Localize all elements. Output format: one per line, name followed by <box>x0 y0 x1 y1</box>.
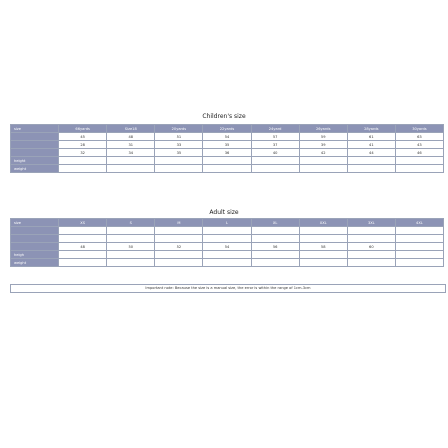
header-size-cell: 22yards <box>203 125 251 133</box>
table-cell: 34 <box>107 149 155 157</box>
table-cell: 42 <box>299 149 347 157</box>
table-cell <box>155 251 203 259</box>
table-cell: 50 <box>107 243 155 251</box>
row-label <box>11 149 59 157</box>
header-size-cell: 30yards <box>395 125 443 133</box>
table-cell: 54 <box>203 243 251 251</box>
table-cell <box>299 259 347 267</box>
header-size-cell: 66yards <box>59 125 107 133</box>
table-cell <box>395 227 443 235</box>
table-cell: 59 <box>299 133 347 141</box>
table-cell: 37 <box>251 141 299 149</box>
row-label: weight <box>11 259 59 267</box>
table-cell <box>59 259 107 267</box>
table-cell: 39 <box>299 141 347 149</box>
header-size-cell: 28yards <box>347 125 395 133</box>
table-cell <box>395 235 443 243</box>
table-cell <box>347 251 395 259</box>
table-cell <box>299 235 347 243</box>
children-size-title: Children's size <box>202 113 246 120</box>
table-cell <box>107 235 155 243</box>
adult-size-table <box>10 218 444 267</box>
table-cell <box>59 165 107 173</box>
table-cell <box>251 235 299 243</box>
table-cell: 56 <box>251 243 299 251</box>
header-size-cell: 4XL <box>395 219 443 227</box>
table-row <box>11 251 444 259</box>
table-cell <box>59 227 107 235</box>
table-cell: 45 <box>59 133 107 141</box>
table-row <box>11 141 444 149</box>
table-cell: 31 <box>107 141 155 149</box>
header-size-cell: XXL <box>299 219 347 227</box>
row-label: weight <box>11 165 59 173</box>
table-cell <box>203 157 251 165</box>
table-cell <box>347 235 395 243</box>
table-cell: 36 <box>203 149 251 157</box>
table-cell: 41 <box>347 141 395 149</box>
header-size-cell: 3XL <box>347 219 395 227</box>
table-cell <box>395 157 443 165</box>
table-header-row <box>11 219 444 227</box>
header-size-cell: 24yard <box>251 125 299 133</box>
table-cell <box>203 259 251 267</box>
table-cell <box>203 235 251 243</box>
table-cell <box>155 157 203 165</box>
table-cell <box>107 165 155 173</box>
table-cell <box>155 235 203 243</box>
table-cell <box>299 227 347 235</box>
table-cell: 58 <box>299 243 347 251</box>
table-cell <box>251 227 299 235</box>
row-label <box>11 235 59 243</box>
table-cell: 46 <box>395 149 443 157</box>
table-cell <box>203 165 251 173</box>
table-cell: 48 <box>59 243 107 251</box>
header-size-cell: XS <box>59 219 107 227</box>
table-cell <box>155 259 203 267</box>
table-cell <box>59 157 107 165</box>
table-cell <box>203 251 251 259</box>
table-cell: 44 <box>347 149 395 157</box>
table-cell <box>299 251 347 259</box>
header-size-cell: 20yards <box>155 125 203 133</box>
table-cell <box>155 165 203 173</box>
children-size-table <box>10 124 444 173</box>
row-label <box>11 141 59 149</box>
table-cell <box>59 235 107 243</box>
table-cell <box>299 157 347 165</box>
adult-size-title: Adult size <box>209 209 239 216</box>
table-row <box>11 157 444 165</box>
table-row <box>11 165 444 173</box>
table-header-row <box>11 125 444 133</box>
table-cell <box>251 259 299 267</box>
table-cell <box>203 227 251 235</box>
table-cell <box>59 251 107 259</box>
row-label: heigh <box>11 251 59 259</box>
row-label: height <box>11 157 59 165</box>
table-row <box>11 259 444 267</box>
header-size-cell: S <box>107 219 155 227</box>
table-cell: 51 <box>155 133 203 141</box>
table-cell <box>347 157 395 165</box>
header-size-cell: M <box>155 219 203 227</box>
table-cell <box>107 157 155 165</box>
header-size-cell: 26yards <box>299 125 347 133</box>
header-size-cell: Size18 <box>107 125 155 133</box>
table-cell: 40 <box>251 149 299 157</box>
row-label <box>11 133 59 141</box>
table-cell <box>395 165 443 173</box>
table-cell <box>251 165 299 173</box>
table-cell: 33 <box>155 141 203 149</box>
table-cell <box>251 251 299 259</box>
table-cell <box>395 259 443 267</box>
table-cell <box>107 259 155 267</box>
table-cell <box>155 227 203 235</box>
table-cell: 54 <box>203 133 251 141</box>
table-cell <box>395 243 443 251</box>
table-cell <box>251 157 299 165</box>
size-note: Important note: Because the size is a manual size, the error is within the range of 1cm-3cm <box>10 284 446 293</box>
table-cell: 32 <box>59 149 107 157</box>
header-label-cell: size <box>11 219 59 227</box>
table-row <box>11 149 444 157</box>
table-cell: 60 <box>347 243 395 251</box>
table-cell: 35 <box>155 149 203 157</box>
table-cell <box>347 227 395 235</box>
table-cell <box>107 227 155 235</box>
table-cell: 48 <box>107 133 155 141</box>
table-cell <box>347 165 395 173</box>
table-cell <box>347 259 395 267</box>
header-label-cell: size <box>11 125 59 133</box>
table-cell: 43 <box>395 141 443 149</box>
table-cell <box>299 165 347 173</box>
row-label <box>11 243 59 251</box>
table-cell: 61 <box>347 133 395 141</box>
table-row <box>11 235 444 243</box>
table-row <box>11 133 444 141</box>
table-cell <box>107 251 155 259</box>
table-cell <box>395 251 443 259</box>
header-size-cell: XL <box>251 219 299 227</box>
table-cell: 28 <box>59 141 107 149</box>
header-size-cell: L <box>203 219 251 227</box>
table-row <box>11 227 444 235</box>
table-cell: 63 <box>395 133 443 141</box>
table-cell: 57 <box>251 133 299 141</box>
table-row <box>11 243 444 251</box>
table-cell: 35 <box>203 141 251 149</box>
row-label <box>11 227 59 235</box>
table-cell: 52 <box>155 243 203 251</box>
